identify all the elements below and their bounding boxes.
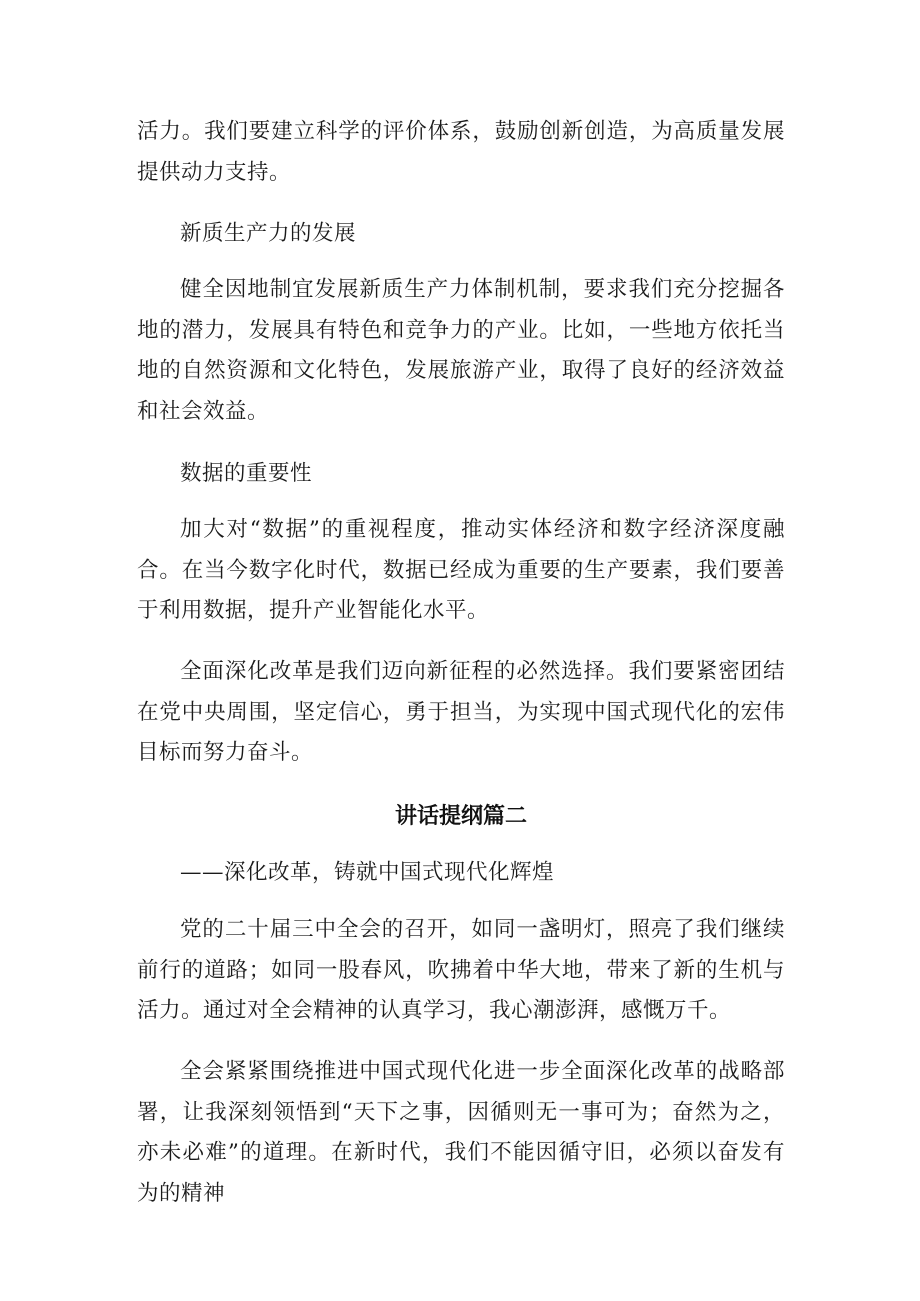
paragraph-continuation: 活力。我们要建立科学的评价体系，鼓励创新创造，为高质量发展提供动力支持。 bbox=[137, 119, 785, 185]
paragraph-reform-deployment: 全会紧紧围绕推进中国式现代化进一步全面深化改革的战略部署，让我深刻领悟到“天下之事，因循则无一事可为；奋然为之，亦未必难”的道理。在新时代，我们不能因循守旧，必须以奋发有为的精神 bbox=[137, 1059, 785, 1206]
paragraph-plenary-session: 党的二十届三中全会的召开，如同一盏明灯，照亮了我们继续前行的道路；如同一股春风，吹拂着中华大地，带来了新的生机与活力。通过对全会精神的认真学习，我心潮澎湃，感慨万千。 bbox=[137, 917, 785, 1023]
section-title: 讲话提纲篇二 bbox=[394, 804, 527, 829]
paragraph-importance-of-data: 加大对“数据”的重视程度，推动实体经济和数字经济深度融合。在当今数字化时代，数据已经成为重要的生产要素，我们要善于利用数据，提升产业智能化水平。 bbox=[137, 517, 785, 623]
subheading-new-quality-productivity: 新质生产力的发展 bbox=[180, 221, 357, 246]
paragraph-new-quality-productivity: 健全因地制宜发展新质生产力体制机制，要求我们充分挖掘各地的潜力，发展具有特色和竞争力的产业。比如，一些地方依托当地的自然资源和文化特色，发展旅游产业，取得了良好的经济效益和社会效益。 bbox=[137, 277, 785, 424]
subheading-importance-of-data: 数据的重要性 bbox=[180, 461, 313, 486]
section-subtitle: ——深化改革，铸就中国式现代化辉煌 bbox=[180, 860, 555, 885]
paragraph-conclusion: 全面深化改革是我们迈向新征程的必然选择。我们要紧密团结在党中央周围，坚定信心，勇于担当，为实现中国式现代化的宏伟目标而努力奋斗。 bbox=[137, 659, 785, 765]
